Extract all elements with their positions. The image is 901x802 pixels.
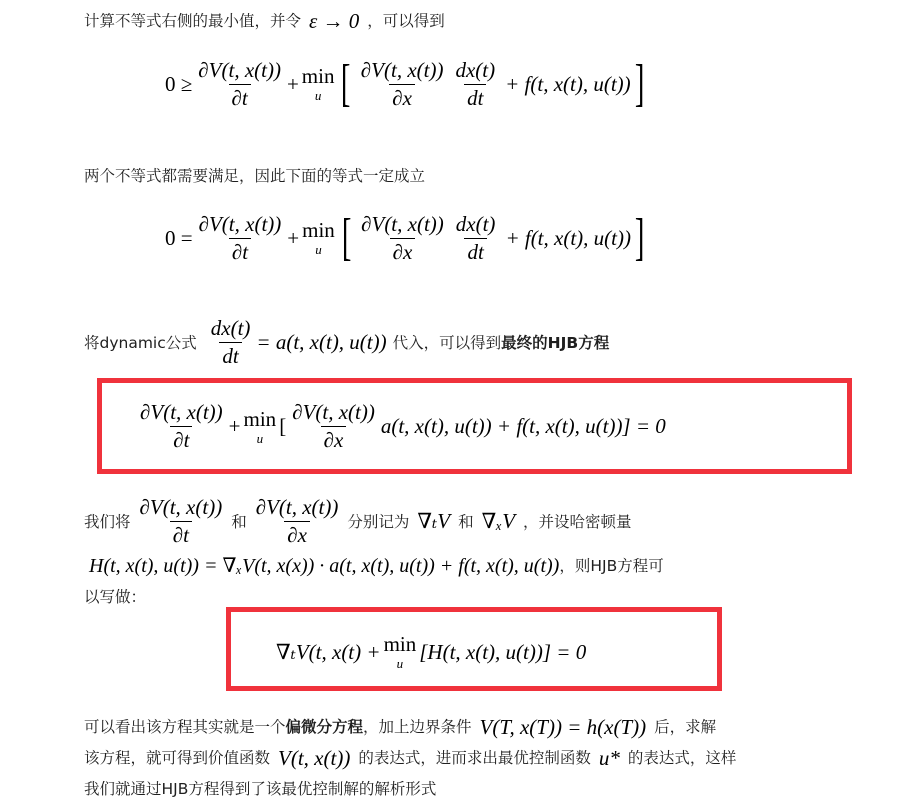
partial-x-fraction bbox=[358, 211, 447, 264]
nabla-x-v: ∇ₓV bbox=[481, 509, 516, 533]
eq-tail: [H(t, x(t), u(t))] = 0 bbox=[419, 639, 587, 664]
partial-t-fraction bbox=[195, 57, 284, 110]
paragraph-text: 的表达式，进而求出最优控制函数 bbox=[358, 749, 591, 767]
paragraph-9: 我们就通过HJB方程得到了该最优控制解的解析形式 bbox=[84, 780, 437, 798]
frac-numerator: dx(t) bbox=[210, 316, 251, 340]
min-subscript: u bbox=[315, 242, 322, 257]
optimal-control: u* bbox=[598, 745, 620, 770]
paragraph-text: ，可以得到 bbox=[367, 12, 445, 30]
paragraph-text: 将dynamic公式 bbox=[84, 333, 197, 352]
min-operator bbox=[243, 406, 277, 446]
left-bracket: [ bbox=[341, 55, 351, 112]
paragraph-1 bbox=[84, 8, 445, 34]
min-label: min bbox=[302, 218, 335, 242]
min-operator bbox=[302, 220, 335, 256]
frac-denominator: dt bbox=[464, 238, 486, 263]
bold-phrase: 偏微分方程 bbox=[285, 718, 364, 736]
dxdt-fraction bbox=[208, 318, 254, 367]
partial-t-fraction bbox=[137, 497, 226, 546]
plus-sign: + bbox=[228, 414, 241, 438]
frac-numerator: ∂V(t, x(t)) bbox=[361, 211, 444, 236]
frac-denominator: ∂x bbox=[321, 426, 347, 451]
equation-equality bbox=[165, 209, 648, 266]
frac-numerator: dx(t) bbox=[455, 57, 496, 82]
partial-t-fraction bbox=[137, 402, 226, 451]
frac-numerator: ∂V(t, x(t)) bbox=[140, 400, 223, 424]
paragraph-4 bbox=[84, 497, 632, 546]
value-function: V(t, x(t)) bbox=[278, 745, 351, 770]
min-label: min bbox=[243, 406, 277, 431]
frac-numerator: ∂V(t, x(t)) bbox=[292, 400, 375, 424]
partial-x-fraction bbox=[289, 402, 378, 451]
left-bracket: [ bbox=[279, 414, 287, 438]
min-operator bbox=[302, 66, 335, 102]
eq-lhs: 0 ≥ bbox=[165, 71, 193, 96]
frac-denominator: ∂x bbox=[389, 84, 415, 109]
paragraph-6: 以写做： bbox=[84, 588, 147, 606]
frac-denominator: ∂t bbox=[170, 521, 192, 546]
paragraph-3 bbox=[84, 318, 609, 367]
plus-sign: + bbox=[287, 225, 300, 250]
paragraph-text: 我们将 bbox=[84, 512, 131, 531]
frac-denominator: ∂t bbox=[170, 426, 192, 451]
dynamics-formula bbox=[205, 318, 387, 367]
equation-hjb bbox=[134, 402, 666, 451]
frac-numerator: ∂V(t, x(t)) bbox=[255, 495, 339, 519]
dynamics-rhs: = a(t, x(t), u(t)) bbox=[256, 330, 387, 354]
partial-x-fraction bbox=[253, 497, 342, 546]
left-bracket: [ bbox=[341, 209, 352, 266]
paragraph-text: 代入，可以得到 bbox=[392, 333, 502, 352]
frac-denominator: dt bbox=[219, 342, 241, 367]
paragraph-text: 计算不等式右侧的最小值，并令 bbox=[84, 12, 302, 30]
frac-numerator: ∂V(t, x(t)) bbox=[360, 57, 444, 82]
frac-denominator: ∂t bbox=[229, 238, 251, 263]
eq-tail: + f(t, x(t), u(t)) bbox=[505, 225, 631, 250]
paragraph-text: 和 bbox=[458, 512, 474, 531]
frac-denominator: ∂x bbox=[284, 521, 310, 546]
nabla-t-v: ∇ₜV bbox=[417, 509, 451, 533]
partial-t-fraction bbox=[196, 211, 285, 264]
right-bracket: ] bbox=[634, 55, 645, 112]
frac-denominator: ∂t bbox=[229, 84, 251, 109]
paragraph-5 bbox=[89, 553, 664, 579]
eq-lhs: ∇ₜV(t, x(t) + bbox=[276, 639, 381, 664]
paragraph-text: 后，求解 bbox=[654, 718, 717, 736]
min-label: min bbox=[383, 632, 417, 656]
frac-numerator: ∂V(t, x(t)) bbox=[139, 495, 223, 519]
boundary-condition: V(T, x(T)) = h(x(T)) bbox=[479, 714, 647, 739]
paragraph-text: 可以看出该方程其实就是一个 bbox=[84, 718, 286, 736]
frac-numerator: ∂V(t, x(t)) bbox=[198, 211, 282, 236]
eq-tail: a(t, x(t), u(t)) + f(t, x(t), u(t))] = 0 bbox=[380, 414, 666, 438]
paragraph-text: 的表达式，这样 bbox=[627, 749, 737, 767]
paragraph-text: ，则HJB方程可 bbox=[559, 557, 664, 575]
min-operator bbox=[384, 634, 417, 670]
right-bracket: ] bbox=[634, 209, 645, 266]
partial-x-fraction bbox=[358, 57, 447, 110]
epsilon-limit: ε → 0 bbox=[309, 8, 360, 33]
paragraph-text: 分别记为 bbox=[347, 512, 410, 531]
paragraph-text: 该方程，就可得到价值函数 bbox=[84, 749, 271, 767]
paragraph-7 bbox=[84, 714, 716, 740]
equation-inequality bbox=[165, 55, 648, 112]
paragraph-text: ，加上边界条件 bbox=[363, 718, 472, 736]
frac-denominator: dt bbox=[464, 84, 486, 109]
paragraph-text: 和 bbox=[231, 512, 247, 531]
min-subscript: u bbox=[314, 88, 322, 103]
paragraph-text: ，并设哈密顿量 bbox=[523, 512, 632, 531]
equation-hjb-hamiltonian bbox=[276, 634, 586, 670]
min-subscript: u bbox=[256, 430, 264, 446]
bold-phrase: 最终的HJB方程 bbox=[501, 333, 610, 352]
paragraph-8 bbox=[84, 745, 736, 771]
eq-tail: + f(t, x(t), u(t)) bbox=[505, 71, 631, 96]
frac-numerator: ∂V(t, x(t)) bbox=[198, 57, 281, 82]
plus-sign: + bbox=[286, 71, 299, 96]
hamiltonian-definition: H(t, x(t), u(t)) = ∇ₓV(t, x(x)) · a(t, x(t), u(t)) + f(t, x(t), u(t)) bbox=[89, 555, 560, 577]
dxdt-fraction bbox=[453, 211, 499, 264]
min-label: min bbox=[301, 64, 335, 88]
dxdt-fraction bbox=[452, 57, 498, 110]
frac-numerator: dx(t) bbox=[455, 211, 496, 236]
frac-denominator: ∂x bbox=[390, 238, 416, 263]
paragraph-2: 两个不等式都需要满足，因此下面的等式一定成立 bbox=[84, 167, 426, 185]
min-subscript: u bbox=[396, 656, 404, 671]
eq-lhs: 0 = bbox=[165, 225, 193, 250]
